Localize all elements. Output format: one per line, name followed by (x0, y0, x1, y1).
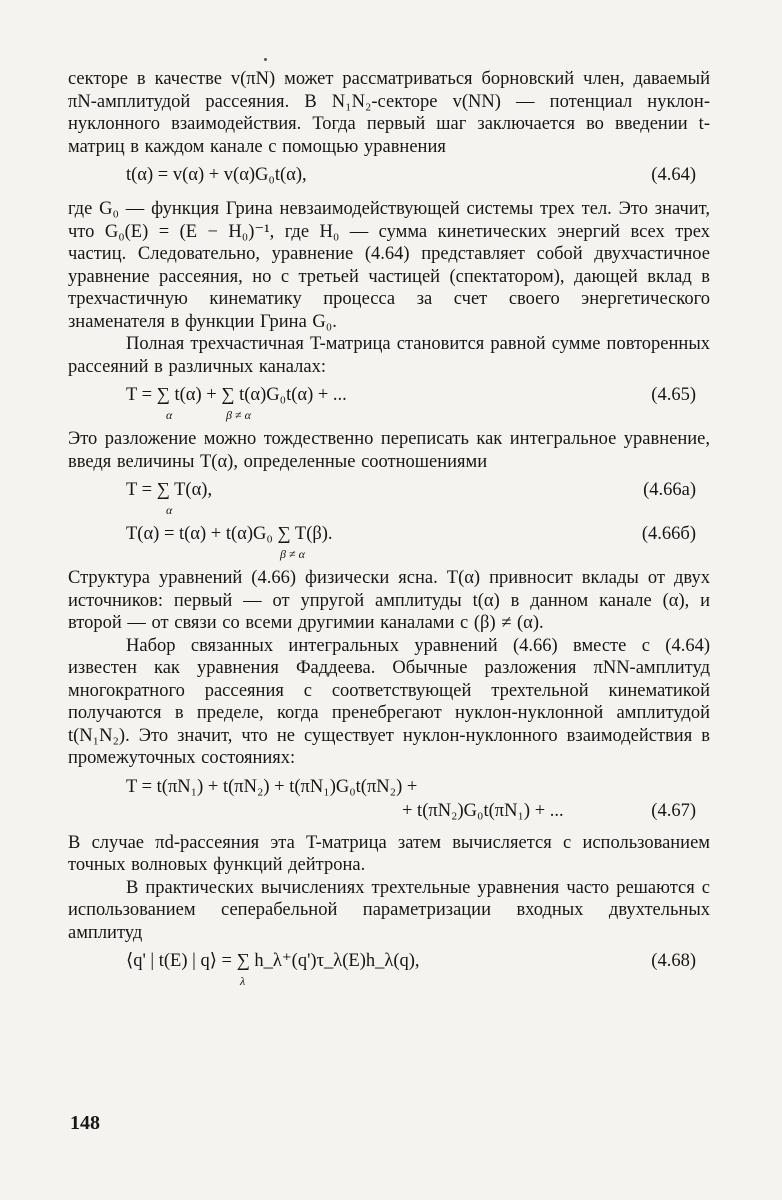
equation-number: (4.66а) (643, 480, 696, 500)
paragraph-3: Полная трехчастичная T-матрица становится равной сумме повторенных рассеяний в различных каналах: (68, 334, 710, 377)
sum-index-alpha: α (166, 408, 173, 422)
equation-number: (4.67) (651, 800, 696, 821)
paragraph-2: где G₀ — функция Грина невзаимодействующей системы трех тел. Это значит, что G₀(E) = (E − H₀)⁻¹, где H₀ — сумма кинетических энергий всех трех частиц. Следовательно, уравнение (4.64) представляет собой двухчастичное уравнение рассеяния, но с третьей частицей (спектатором), дающей вклад в трехчастичную кинематику процесса за счет своего энергетического знаменателя в функции Грина G₀. (68, 199, 710, 332)
equation-4-64 (68, 158, 710, 192)
equation-number: (4.68) (651, 951, 696, 971)
equation-4-66a (68, 473, 710, 517)
equation-number: (4.65) (651, 385, 696, 405)
sum-index-beta: β ≠ α (226, 408, 251, 422)
equation-number: (4.64) (651, 165, 696, 185)
equation-expression: T = ∑ t(α) + ∑ t(α)G₀t(α) + ... (126, 385, 347, 405)
scan-speck (264, 58, 267, 61)
page-number: 148 (70, 1112, 100, 1134)
equation-expression-continued: + t(πN₂)G₀t(πN₁) + ... (402, 800, 564, 821)
paragraph-4: Это разложение можно тождественно переписать как интегральное уравнение, введя величины T(α), определенные соотношениями (68, 429, 710, 472)
paragraph-1: секторе в качестве v(πN) может рассматриваться борновский член, даваемый πN-амплитудой рассеяния. В N₁N₂-секторе v(NN) — потенциал нуклон-нуклонного взаимодействия. Тогда первый шаг заключается во введении t-матриц в каждом канале с помощью уравнения (68, 69, 710, 157)
equation-expression: T = ∑ T(α), (126, 480, 213, 500)
paragraph-6: Набор связанных интегральных уравнений (4.66) вместе с (4.64) известен как уравнения Фаддеева. Обычные разложения πNN-амплитуд многократного рассеяния с соответствующей трехтельной кинематикой получаются в пределе, когда пренебрегают нуклон-нуклонной амплитудой t(N₁N₂). Это значит, что не существует нуклон-нуклонного взаимодействия в промежуточных состояниях: (68, 635, 710, 768)
paragraph-7: В случае πd-рассеяния эта T-матрица затем вычисляется с использованием точных волновых функций дейтрона. (68, 832, 710, 875)
equation-4-67 (68, 770, 710, 826)
equation-expression: ⟨q' | t(E) | q⟩ = ∑ h_λ⁺(q')τ_λ(E)h_λ(q), (126, 951, 420, 971)
sum-index-alpha: α (166, 503, 173, 517)
equation-number: (4.66б) (641, 524, 696, 544)
equation-expression: T(α) = t(α) + t(α)G₀ ∑ T(β). (126, 524, 333, 544)
sum-index-beta: β ≠ α (280, 547, 305, 561)
equation-4-66b (68, 517, 710, 561)
equation-expression: t(α) = v(α) + v(α)G₀t(α), (126, 165, 307, 185)
equation-4-68 (68, 944, 710, 988)
sum-index-lambda: λ (240, 974, 246, 988)
paragraph-5: Структура уравнений (4.66) физически ясна. T(α) привносит вклады от двух источников: первый — от упругой амплитуды t(α) в данном канале (α), и второй — от связи со всеми другимии каналами с (β) ≠ (α). (68, 568, 710, 633)
equation-4-65 (68, 378, 710, 422)
equation-expression: T = t(πN₁) + t(πN₂) + t(πN₁)G₀t(πN₂) + (126, 776, 418, 797)
paragraph-8: В практических вычислениях трехтельные уравнения часто решаются с использованием сеперабельной параметризации входных двухтельных амплитуд (68, 877, 710, 943)
body-text (68, 68, 710, 988)
